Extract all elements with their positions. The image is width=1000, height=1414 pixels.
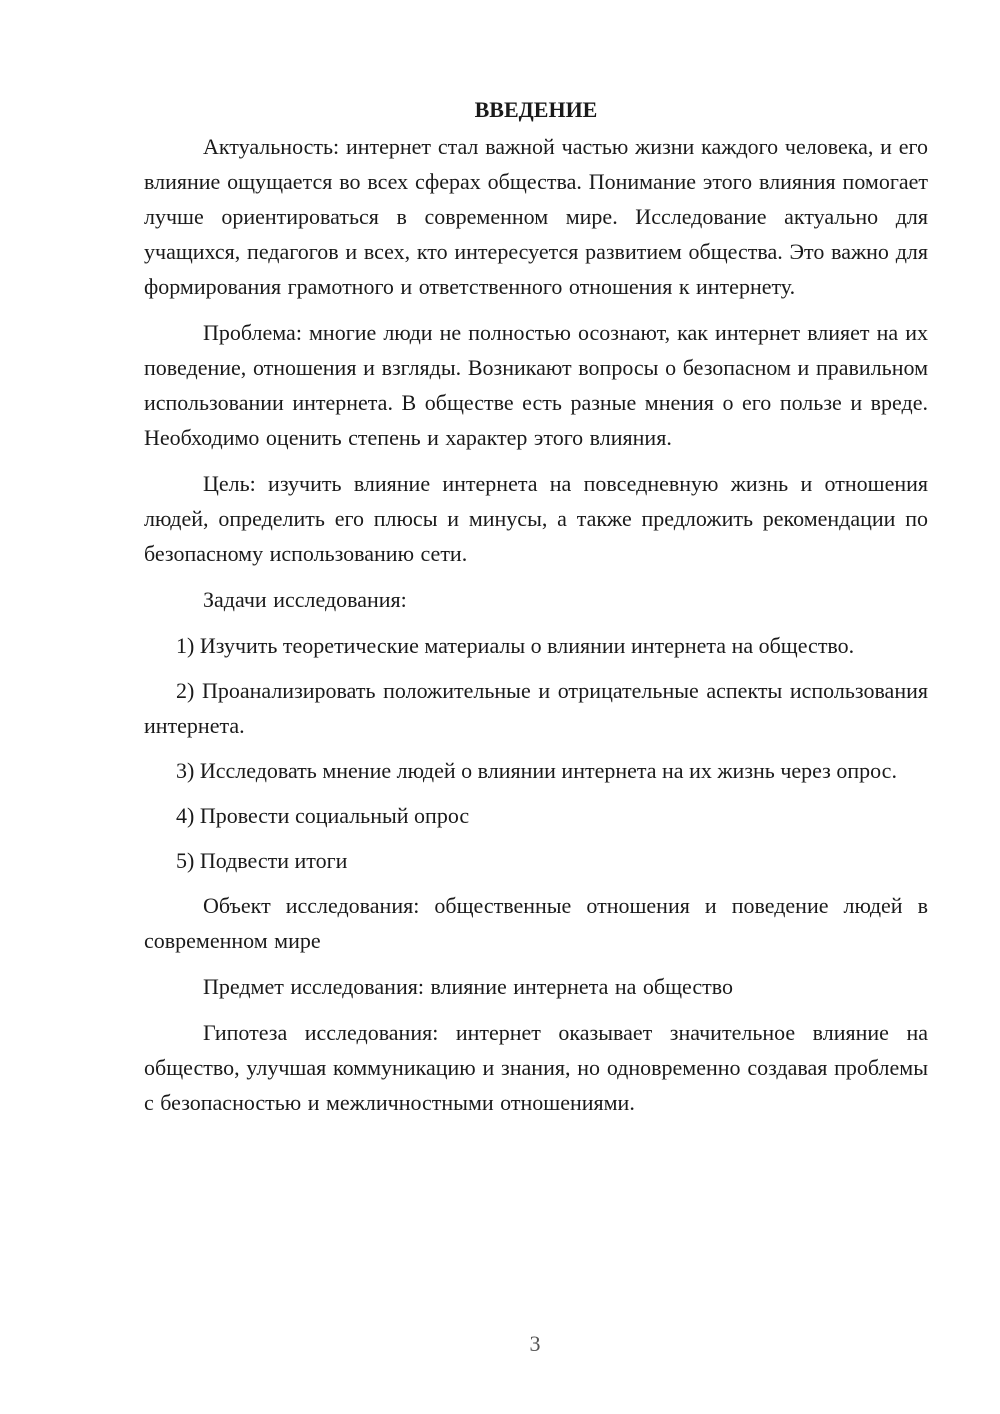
task-item-5: 5) Подвести итоги	[176, 848, 348, 873]
section-heading: ВВЕДЕНИЕ	[474, 97, 598, 122]
task-item-2: 2) Проанализировать положительные и отрицательные аспекты использования интернета.	[144, 678, 928, 738]
document-page	[144, 92, 928, 1131]
object-paragraph: Объект исследования: общественные отношения и поведение людей в современном мире	[144, 893, 928, 953]
goal-paragraph: Цель: изучить влияние интернета на повседневную жизнь и отношения людей, определить его плюсы и минусы, а также предложить рекомендации по безопасному использованию сети.	[144, 471, 928, 566]
problem-paragraph: Проблема: многие люди не полностью осознают, как интернет влияет на их поведение, отношения и взгляды. Возникают вопросы о безопасном и правильном использовании интернета. В обществе есть разные мнения о его пользе и вреде. Необходимо оценить степень и характер этого влияния.	[144, 320, 928, 450]
hypothesis-paragraph: Гипотеза исследования: интернет оказывает значительное влияние на общество, улучшая коммуникацию и знания, но одновременно создавая проблемы с безопасностью и межличностными отношениями.	[144, 1020, 928, 1115]
relevance-paragraph: Актуальность: интернет стал важной частью жизни каждого человека, и его влияние ощущается во всех сферах общества. Понимание этого влияния помогает лучше ориентироваться в современном мире. Исследование актуально для учащихся, педагогов и всех, кто интересуется развитием общества. Это важно для формирования грамотного и ответственного отношения к интернету.	[144, 134, 928, 299]
tasks-title: Задачи исследования:	[203, 587, 407, 612]
subject-paragraph: Предмет исследования: влияние интернета на общество	[203, 974, 733, 999]
task-item-3: 3) Исследовать мнение людей о влиянии интернета на их жизнь через опрос.	[176, 758, 897, 783]
task-item-1: 1) Изучить теоретические материалы о влиянии интернета на общество.	[176, 633, 855, 658]
task-item-4: 4) Провести социальный опрос	[176, 803, 470, 828]
page-number: 3	[529, 1331, 541, 1356]
